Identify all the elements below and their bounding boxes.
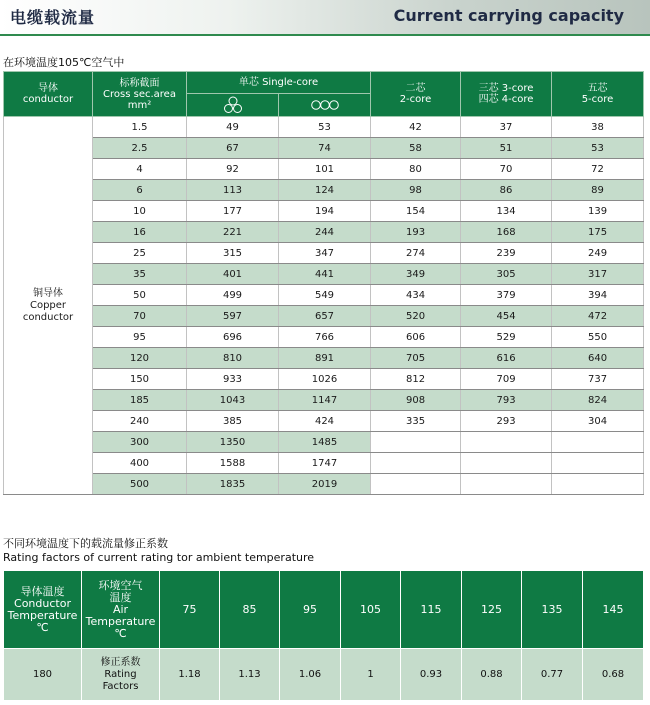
table-cell: 113 xyxy=(187,180,279,201)
table-cell: 317 xyxy=(552,264,644,285)
rating-factor-cell: 0.93 xyxy=(401,649,462,701)
table-cell xyxy=(552,453,644,474)
table-cell: 221 xyxy=(187,222,279,243)
table-row xyxy=(4,201,644,222)
table-cell: 51 xyxy=(461,138,552,159)
table-cell: 500 xyxy=(93,474,187,495)
table-cell: 101 xyxy=(279,159,371,180)
table-cell: 304 xyxy=(552,411,644,432)
table-cell xyxy=(461,474,552,495)
table-row xyxy=(4,474,644,495)
table-cell: 891 xyxy=(279,348,371,369)
title-chinese: 电缆载流量 xyxy=(10,8,96,27)
table-row xyxy=(4,306,644,327)
table-cell: 766 xyxy=(279,327,371,348)
air-temperature-cell: 145 xyxy=(583,571,644,649)
table-cell: 1147 xyxy=(279,390,371,411)
table-cell: 549 xyxy=(279,285,371,306)
table-cell: 1485 xyxy=(279,432,371,453)
table2-caption-cn: 不同环境温度下的载流量修正系数 xyxy=(3,537,168,550)
conductor-temperature-header: 导体温度 Conductor Temperature ℃ xyxy=(4,571,82,649)
table-cell: 2019 xyxy=(279,474,371,495)
table-cell xyxy=(461,432,552,453)
air-temperature-cell: 115 xyxy=(401,571,462,649)
air-temperature-cell: 135 xyxy=(522,571,583,649)
table-row xyxy=(4,117,644,138)
table-cell: 441 xyxy=(279,264,371,285)
table-cell: 597 xyxy=(187,306,279,327)
air-temperature-cell: 105 xyxy=(341,571,401,649)
table-cell: 49 xyxy=(187,117,279,138)
table-cell: 193 xyxy=(371,222,461,243)
table-row xyxy=(4,159,644,180)
title-english: Current carrying capacity xyxy=(393,6,624,25)
table-cell: 16 xyxy=(93,222,187,243)
table-cell: 50 xyxy=(93,285,187,306)
table-cell: 4 xyxy=(93,159,187,180)
table-cell: 385 xyxy=(187,411,279,432)
table-cell: 80 xyxy=(371,159,461,180)
table-row xyxy=(4,285,644,306)
table-cell: 1043 xyxy=(187,390,279,411)
header-five-core: 五芯 5-core xyxy=(552,72,644,117)
table-cell: 95 xyxy=(93,327,187,348)
table-cell: 1026 xyxy=(279,369,371,390)
table2-caption-en: Rating factors of current rating tor ambient temperature xyxy=(3,551,315,564)
table-cell: 315 xyxy=(187,243,279,264)
table-cell: 424 xyxy=(279,411,371,432)
table-cell: 696 xyxy=(187,327,279,348)
table-cell: 454 xyxy=(461,306,552,327)
page-header xyxy=(0,0,650,34)
rating-factor-table xyxy=(3,570,644,701)
table-cell: 305 xyxy=(461,264,552,285)
air-temperature-header: 环境空气 温度 Air Temperature ℃ xyxy=(82,571,160,649)
trefoil-icon xyxy=(187,94,279,117)
table-cell: 709 xyxy=(461,369,552,390)
table-cell: 35 xyxy=(93,264,187,285)
table-cell: 274 xyxy=(371,243,461,264)
table-row xyxy=(4,138,644,159)
table-cell: 933 xyxy=(187,369,279,390)
table-cell: 89 xyxy=(552,180,644,201)
table-row xyxy=(4,411,644,432)
table1-caption: 在环境温度105℃空气中 xyxy=(3,56,125,69)
table-cell xyxy=(552,432,644,453)
table-cell: 92 xyxy=(187,159,279,180)
table-cell: 42 xyxy=(371,117,461,138)
table-cell: 824 xyxy=(552,390,644,411)
table-cell: 908 xyxy=(371,390,461,411)
table-cell: 812 xyxy=(371,369,461,390)
table-cell xyxy=(371,453,461,474)
table-cell xyxy=(461,453,552,474)
rating-factor-cell: 0.88 xyxy=(462,649,522,701)
table-cell: 335 xyxy=(371,411,461,432)
table-cell: 394 xyxy=(552,285,644,306)
table-cell xyxy=(371,432,461,453)
current-capacity-table xyxy=(3,71,644,495)
table-cell: 606 xyxy=(371,327,461,348)
table-cell: 400 xyxy=(93,453,187,474)
table-cell: 520 xyxy=(371,306,461,327)
table-cell: 74 xyxy=(279,138,371,159)
table-row xyxy=(4,243,644,264)
table-cell: 347 xyxy=(279,243,371,264)
table-cell: 70 xyxy=(461,159,552,180)
air-temperature-cell: 75 xyxy=(160,571,220,649)
copper-conductor-label: 铜导体 Copper conductor xyxy=(4,117,93,495)
table-cell: 810 xyxy=(187,348,279,369)
air-temperature-cell: 125 xyxy=(462,571,522,649)
table-cell: 2.5 xyxy=(93,138,187,159)
table-row xyxy=(4,390,644,411)
air-temperature-cell: 95 xyxy=(280,571,341,649)
table-cell: 1747 xyxy=(279,453,371,474)
table-cell: 240 xyxy=(93,411,187,432)
table-row xyxy=(4,432,644,453)
table-cell: 401 xyxy=(187,264,279,285)
rating-factor-cell: 1.06 xyxy=(280,649,341,701)
header-conductor: 导体 conductor xyxy=(4,72,93,117)
rating-factor-label: 修正系数 Rating Factors xyxy=(82,649,160,701)
table-cell: 737 xyxy=(552,369,644,390)
table-cell: 185 xyxy=(93,390,187,411)
table-cell: 86 xyxy=(461,180,552,201)
table-cell: 249 xyxy=(552,243,644,264)
table-cell: 139 xyxy=(552,201,644,222)
table-row xyxy=(4,453,644,474)
table2-caption xyxy=(3,537,314,565)
table-cell: 72 xyxy=(552,159,644,180)
air-temperature-cell: 85 xyxy=(220,571,280,649)
header-three-four-core: 三芯 3-core 四芯 4-core xyxy=(461,72,552,117)
table-cell: 168 xyxy=(461,222,552,243)
table-cell: 134 xyxy=(461,201,552,222)
table-cell: 499 xyxy=(187,285,279,306)
rating-factor-cell: 1.18 xyxy=(160,649,220,701)
table-cell: 98 xyxy=(371,180,461,201)
table-cell: 25 xyxy=(93,243,187,264)
header-divider xyxy=(0,34,650,36)
table-cell: 239 xyxy=(461,243,552,264)
table-cell: 550 xyxy=(552,327,644,348)
table-cell: 53 xyxy=(552,138,644,159)
table-cell: 529 xyxy=(461,327,552,348)
table-cell: 67 xyxy=(187,138,279,159)
table-cell: 657 xyxy=(279,306,371,327)
conductor-temperature-value: 180 xyxy=(4,649,82,701)
header-two-core: 二芯 2-core xyxy=(371,72,461,117)
table-cell: 705 xyxy=(371,348,461,369)
table-row xyxy=(4,264,644,285)
table-cell: 1.5 xyxy=(93,117,187,138)
table-cell: 434 xyxy=(371,285,461,306)
header-single-core: 单芯 Single-core xyxy=(187,72,371,94)
table-cell: 379 xyxy=(461,285,552,306)
rating-factor-cell: 0.77 xyxy=(522,649,583,701)
flat-formation-icon xyxy=(279,94,371,117)
table-row xyxy=(4,222,644,243)
rating-factor-cell: 0.68 xyxy=(583,649,644,701)
table-cell: 177 xyxy=(187,201,279,222)
table-cell: 640 xyxy=(552,348,644,369)
table-cell: 53 xyxy=(279,117,371,138)
table-cell: 124 xyxy=(279,180,371,201)
table-cell: 300 xyxy=(93,432,187,453)
table-cell: 175 xyxy=(552,222,644,243)
table-row xyxy=(4,180,644,201)
table-cell: 70 xyxy=(93,306,187,327)
table-cell: 37 xyxy=(461,117,552,138)
table-cell: 1835 xyxy=(187,474,279,495)
table-cell: 472 xyxy=(552,306,644,327)
table-cell: 194 xyxy=(279,201,371,222)
table-cell: 293 xyxy=(461,411,552,432)
header-cross-section: 标称截面 Cross sec.area mm² xyxy=(93,72,187,117)
table-cell: 793 xyxy=(461,390,552,411)
rating-factor-cell: 1 xyxy=(341,649,401,701)
table-row xyxy=(4,327,644,348)
table-cell: 10 xyxy=(93,201,187,222)
table-cell: 244 xyxy=(279,222,371,243)
table-cell: 38 xyxy=(552,117,644,138)
table-cell xyxy=(552,474,644,495)
table-cell: 58 xyxy=(371,138,461,159)
table-cell: 6 xyxy=(93,180,187,201)
table-cell xyxy=(371,474,461,495)
table-cell: 616 xyxy=(461,348,552,369)
table-cell: 1350 xyxy=(187,432,279,453)
table-cell: 1588 xyxy=(187,453,279,474)
table-row xyxy=(4,369,644,390)
rating-factor-cell: 1.13 xyxy=(220,649,280,701)
table-cell: 120 xyxy=(93,348,187,369)
table-row xyxy=(4,348,644,369)
table-cell: 349 xyxy=(371,264,461,285)
table-cell: 154 xyxy=(371,201,461,222)
table-cell: 150 xyxy=(93,369,187,390)
